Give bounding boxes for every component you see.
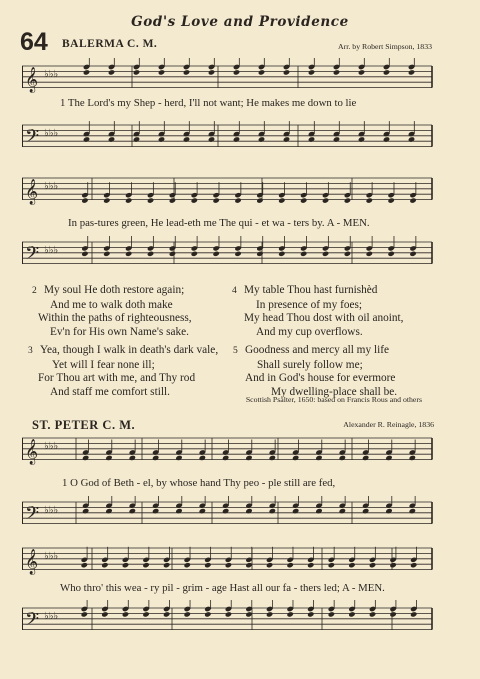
note-head: [199, 508, 206, 514]
note-head: [125, 197, 132, 203]
note-head: [169, 197, 176, 203]
note-head: [362, 455, 369, 461]
verse-line: Yet will I fear none ill;: [52, 358, 155, 371]
note-head: [147, 251, 154, 257]
note-head: [191, 197, 198, 203]
verse-line: And staff me comfort still.: [50, 385, 170, 398]
key-signature-icon: ♭♭♭: [44, 610, 59, 622]
note-head: [101, 611, 108, 617]
note-head: [410, 611, 417, 617]
note-head: [204, 562, 211, 568]
note-head: [410, 562, 417, 568]
note-head: [158, 136, 165, 142]
music-staff: [22, 600, 434, 648]
note-head: [208, 69, 215, 75]
note-head: [283, 136, 290, 142]
verse-number: 5: [233, 346, 238, 356]
note-head: [388, 197, 395, 203]
treble-clef-icon: 𝄞: [25, 439, 39, 465]
note-head: [245, 455, 252, 461]
note-head: [125, 251, 132, 257]
note-head: [300, 197, 307, 203]
note-head: [315, 508, 322, 514]
note-head: [142, 562, 149, 568]
note-head: [300, 251, 307, 257]
note-head: [222, 455, 229, 461]
note-head: [369, 562, 376, 568]
note-head: [133, 69, 140, 75]
note-head: [408, 136, 415, 142]
note-head: [278, 197, 285, 203]
note-head: [308, 136, 315, 142]
note-head: [307, 562, 314, 568]
note-head: [266, 562, 273, 568]
verse-line: And in God's house for evermore: [245, 372, 396, 384]
note-head: [183, 69, 190, 75]
lyrics-line: In pas-tures green, He lead-eth me The qui - et wa - ters by. A - MEN.: [68, 217, 370, 229]
note-head: [385, 508, 392, 514]
verse-line: Within the paths of righteousness,: [38, 312, 192, 324]
note-head: [339, 455, 346, 461]
key-signature-icon: ♭♭♭: [44, 504, 59, 516]
note-head: [269, 508, 276, 514]
note-head: [225, 611, 232, 617]
note-head: [129, 455, 136, 461]
note-head: [234, 197, 241, 203]
music-staff: [22, 236, 434, 286]
note-head: [175, 508, 182, 514]
note-head: [108, 136, 115, 142]
note-head: [81, 197, 88, 203]
verse-line: For Thou art with me, and Thy rod: [38, 372, 196, 384]
note-head: [175, 455, 182, 461]
note-head: [122, 562, 129, 568]
note-head: [322, 251, 329, 257]
note-head: [105, 508, 112, 514]
note-head: [339, 508, 346, 514]
note-head: [256, 197, 263, 203]
arranger-credit: Arr. by Robert Simpson, 1833: [338, 42, 432, 51]
note-head: [83, 69, 90, 75]
note-head: [283, 69, 290, 75]
note-head: [307, 611, 314, 617]
note-head: [358, 136, 365, 142]
note-head: [152, 508, 159, 514]
note-head: [287, 611, 294, 617]
note-head: [152, 455, 159, 461]
note-head: [389, 611, 396, 617]
verse-4: [232, 284, 404, 339]
note-head: [409, 251, 416, 257]
note-head: [222, 508, 229, 514]
note-head: [234, 251, 241, 257]
hymn-number: 64: [20, 28, 48, 56]
note-head: [278, 251, 285, 257]
note-head: [366, 251, 373, 257]
note-head: [233, 136, 240, 142]
treble-clef-icon: 𝄞: [25, 179, 39, 205]
treble-clef-icon: 𝄞: [25, 549, 39, 575]
note-head: [82, 455, 89, 461]
note-head: [82, 508, 89, 514]
note-head: [408, 69, 415, 75]
verse-2: [32, 284, 192, 339]
key-signature-icon: ♭♭♭: [44, 440, 59, 452]
note-head: [213, 197, 220, 203]
treble-clef-icon: 𝄞: [25, 67, 39, 93]
tune-name-st-peter: ST. PETER C. M.: [32, 418, 136, 432]
tune-name-balerma: BALERMA C. M.: [62, 38, 158, 50]
lyrics-line: 1 The Lord's my Shep - herd, I'll not want; He makes me down to lie: [60, 97, 357, 109]
note-head: [133, 136, 140, 142]
note-head: [348, 611, 355, 617]
key-signature-icon: ♭♭♭: [44, 127, 59, 139]
section-title: God's Love and Providence: [131, 14, 349, 30]
note-head: [362, 508, 369, 514]
note-head: [81, 611, 88, 617]
note-head: [184, 562, 191, 568]
text-attribution: Scottish Psalter, 1650: based on Francis Rous and others: [245, 395, 422, 404]
note-head: [158, 69, 165, 75]
note-head: [383, 69, 390, 75]
note-head: [103, 251, 110, 257]
note-head: [208, 136, 215, 142]
note-head: [409, 455, 416, 461]
verse-line: And me to walk doth make: [50, 298, 173, 311]
composer-credit: Alexander R. Reinagle, 1836: [343, 420, 434, 429]
note-head: [333, 136, 340, 142]
lyrics-line: Who thro' this wea - ry pil - grim - age Hast all our fa - thers led; A - MEN.: [60, 582, 385, 594]
note-head: [388, 251, 395, 257]
note-head: [122, 611, 129, 617]
note-head: [204, 611, 211, 617]
verse-line: My head Thou dost with oil anoint,: [244, 312, 404, 324]
note-head: [245, 508, 252, 514]
note-head: [269, 455, 276, 461]
note-head: [348, 562, 355, 568]
note-head: [389, 562, 396, 568]
note-head: [322, 197, 329, 203]
note-head: [101, 562, 108, 568]
note-head: [383, 136, 390, 142]
note-head: [308, 69, 315, 75]
note-head: [315, 455, 322, 461]
note-head: [183, 136, 190, 142]
verse-line: Shall surely follow me;: [257, 358, 363, 371]
note-head: [245, 562, 252, 568]
note-head: [163, 611, 170, 617]
note-head: [258, 69, 265, 75]
note-head: [245, 611, 252, 617]
music-staff: [22, 540, 434, 586]
verse-line: My table Thou hast furnishèd: [244, 284, 378, 296]
verse-number: 3: [28, 346, 33, 356]
verse-line: Yea, though I walk in death's dark vale,: [40, 344, 219, 356]
note-head: [184, 611, 191, 617]
note-head: [81, 251, 88, 257]
bass-clef-icon: 𝄢: [25, 609, 40, 635]
note-head: [358, 69, 365, 75]
note-head: [233, 69, 240, 75]
note-head: [81, 562, 88, 568]
key-signature-icon: ♭♭♭: [44, 244, 59, 256]
note-head: [292, 455, 299, 461]
note-head: [328, 611, 335, 617]
note-head: [105, 455, 112, 461]
note-head: [225, 562, 232, 568]
key-signature-icon: ♭♭♭: [44, 180, 59, 192]
note-head: [287, 562, 294, 568]
verse-line: In presence of my foes;: [256, 298, 363, 311]
note-head: [169, 251, 176, 257]
verse-line: My dwelling-place shall be.: [271, 385, 398, 398]
note-head: [344, 251, 351, 257]
note-head: [147, 197, 154, 203]
key-signature-icon: ♭♭♭: [44, 68, 59, 80]
note-head: [266, 611, 273, 617]
note-head: [366, 197, 373, 203]
note-head: [292, 508, 299, 514]
note-head: [129, 508, 136, 514]
lyrics-line: 1 O God of Beth - el, by whose hand Thy peo - ple still are fed,: [62, 477, 336, 489]
music-staff: [22, 432, 434, 478]
note-head: [333, 69, 340, 75]
music-staff: [22, 119, 434, 179]
verse-5: [233, 344, 397, 399]
note-head: [191, 251, 198, 257]
key-signature-icon: ♭♭♭: [44, 550, 59, 562]
music-staff: [22, 172, 434, 222]
note-head: [409, 197, 416, 203]
note-head: [344, 197, 351, 203]
note-head: [108, 69, 115, 75]
note-head: [213, 251, 220, 257]
verse-number: 4: [232, 286, 237, 296]
verse-line: Ev'n for His own Name's sake.: [50, 325, 189, 338]
bass-clef-icon: 𝄢: [25, 243, 40, 269]
note-head: [142, 611, 149, 617]
note-head: [163, 562, 170, 568]
bass-clef-icon: 𝄢: [25, 503, 40, 529]
note-head: [409, 508, 416, 514]
note-head: [369, 611, 376, 617]
note-head: [103, 197, 110, 203]
note-head: [385, 455, 392, 461]
verse-number: 2: [32, 286, 37, 296]
note-head: [328, 562, 335, 568]
note-head: [258, 136, 265, 142]
note-head: [83, 136, 90, 142]
verse-line: And my cup overflows.: [256, 325, 363, 338]
note-head: [199, 455, 206, 461]
bass-clef-icon: 𝄢: [25, 126, 40, 152]
verse-line: Goodness and mercy all my life: [245, 344, 389, 356]
verse-line: My soul He doth restore again;: [44, 284, 185, 296]
verse-3: [28, 344, 218, 399]
music-staff: [22, 496, 434, 540]
note-head: [256, 251, 263, 257]
